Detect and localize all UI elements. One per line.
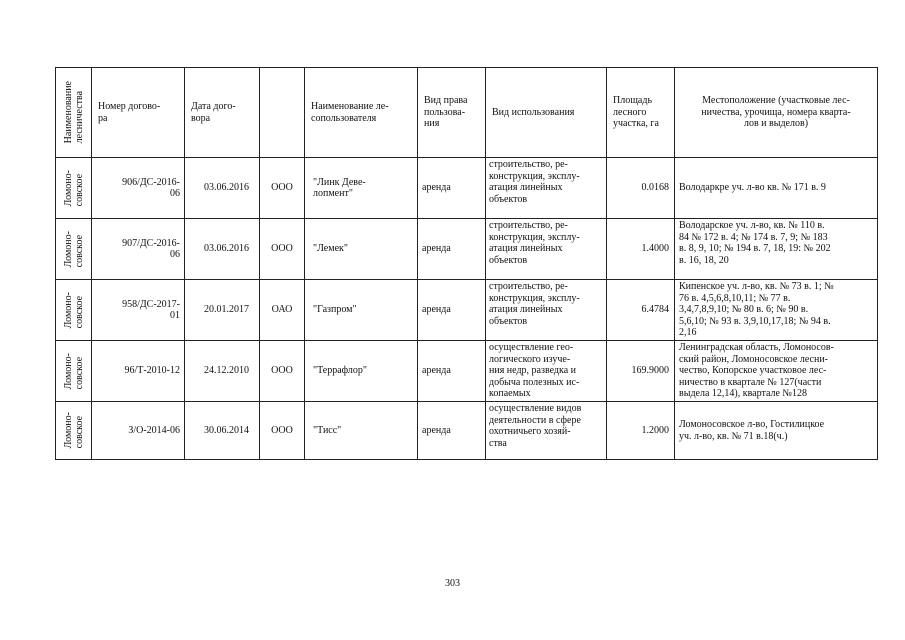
header-forestry — [56, 68, 92, 158]
cell-org-form: ООО — [260, 402, 305, 460]
cell-location: Кипенское уч. л-во, кв. № 73 в. 1; № 76 в. 4,5,6,8,10,11; № 77 в. 3,4,7,8,9,10; № 80 в. 6; № 90 в. 5,6,10; № 93 в. 3,9,10,17,18; № 94 в. 2,16 — [675, 280, 878, 341]
cell-org-form: ООО — [260, 219, 305, 280]
cell-user-name: "Террафлор" — [305, 341, 418, 402]
cell-location: Ломоносовское л-во, Гостилицкое уч. л-во, кв. № 71 в.18(ч.) — [675, 402, 878, 460]
cell-contract-date: 20.01.2017 — [185, 280, 260, 341]
cell-area: 169.9000 — [607, 341, 675, 402]
header-contract-no: Номер догово- ра — [92, 68, 185, 158]
header-forestry-label: Наименование лесничества — [62, 81, 85, 144]
cell-forestry: Ломоно- совское — [56, 280, 92, 341]
header-contract-date: Дата дого- вора — [185, 68, 260, 158]
cell-org-form: ОАО — [260, 280, 305, 341]
cell-right-type: аренда — [418, 219, 486, 280]
cell-area: 6.4784 — [607, 280, 675, 341]
table-row — [56, 219, 878, 280]
header-user-name: Наименование ле- сопользователя — [305, 68, 418, 158]
cell-location: Володаркре уч. л-во кв. № 171 в. 9 — [675, 158, 878, 219]
cell-contract-no: 96/Т-2010-12 — [92, 341, 185, 402]
cell-contract-date: 30.06.2014 — [185, 402, 260, 460]
cell-contract-date: 24.12.2010 — [185, 341, 260, 402]
table-row — [56, 341, 878, 402]
cell-contract-no: 907/ДС-2016- 06 — [92, 219, 185, 280]
header-location: Местоположение (участковые лес- ничества, урочища, номера кварта- лов и выделов) — [675, 68, 878, 158]
cell-right-type: аренда — [418, 402, 486, 460]
cell-use-type: осуществление видов деятельности в сфере охотничьего хозяй- ства — [486, 402, 607, 460]
cell-location: Володарское уч. л-во, кв. № 110 в. 84 № 172 в. 4; № 174 в. 7, 9; № 183 в. 8, 9, 10; № 194 в. 7, 18, 19: № 202 в. 16, 18, 20 — [675, 219, 878, 280]
cell-user-name: "Газпром" — [305, 280, 418, 341]
header-right-type: Вид права пользова- ния — [418, 68, 486, 158]
cell-contract-date: 03.06.2016 — [185, 158, 260, 219]
cell-use-type: осуществление гео- логического изуче- ния недр, разведка и добыча полезных ис- копаемых — [486, 341, 607, 402]
header-area: Площадь лесного участка, га — [607, 68, 675, 158]
cell-location: Ленинградская область, Ломоносов- ский район, Ломоносовское лесни- чество, Копорское участковое лес- ничество в квартале № 127(части выдела 12,14), квартале №128 — [675, 341, 878, 402]
cell-use-type: строительство, ре- конструкция, эксплу- атация линейных объектов — [486, 280, 607, 341]
cell-right-type: аренда — [418, 158, 486, 219]
cell-org-form: ООО — [260, 341, 305, 402]
cell-forestry: Ломоно- совское — [56, 341, 92, 402]
table-row — [56, 158, 878, 219]
cell-contract-no: З/О-2014-06 — [92, 402, 185, 460]
header-use-type: Вид использования — [486, 68, 607, 158]
cell-contract-no: 958/ДС-2017- 01 — [92, 280, 185, 341]
forest-lease-table — [55, 67, 878, 460]
cell-use-type: строительство, ре- конструкция, эксплу- атация линейных объектов — [486, 219, 607, 280]
table-row — [56, 280, 878, 341]
header-row — [56, 68, 878, 158]
cell-area: 1.4000 — [607, 219, 675, 280]
cell-contract-no: 906/ДС-2016- 06 — [92, 158, 185, 219]
cell-user-name: "Тисс" — [305, 402, 418, 460]
table-row — [56, 402, 878, 460]
cell-right-type: аренда — [418, 341, 486, 402]
cell-area: 1.2000 — [607, 402, 675, 460]
cell-forestry: Ломоно- совское — [56, 158, 92, 219]
cell-forestry: Ломоно- совское — [56, 219, 92, 280]
cell-area: 0.0168 — [607, 158, 675, 219]
cell-user-name: "Линк Деве- лопмент" — [305, 158, 418, 219]
cell-right-type: аренда — [418, 280, 486, 341]
cell-forestry: Ломоно- совское — [56, 402, 92, 460]
cell-org-form: ООО — [260, 158, 305, 219]
cell-use-type: строительство, ре- конструкция, эксплу- атация линейных объектов — [486, 158, 607, 219]
cell-user-name: "Лемек" — [305, 219, 418, 280]
page-number: 303 — [445, 578, 460, 589]
cell-contract-date: 03.06.2016 — [185, 219, 260, 280]
header-org-form — [260, 68, 305, 158]
